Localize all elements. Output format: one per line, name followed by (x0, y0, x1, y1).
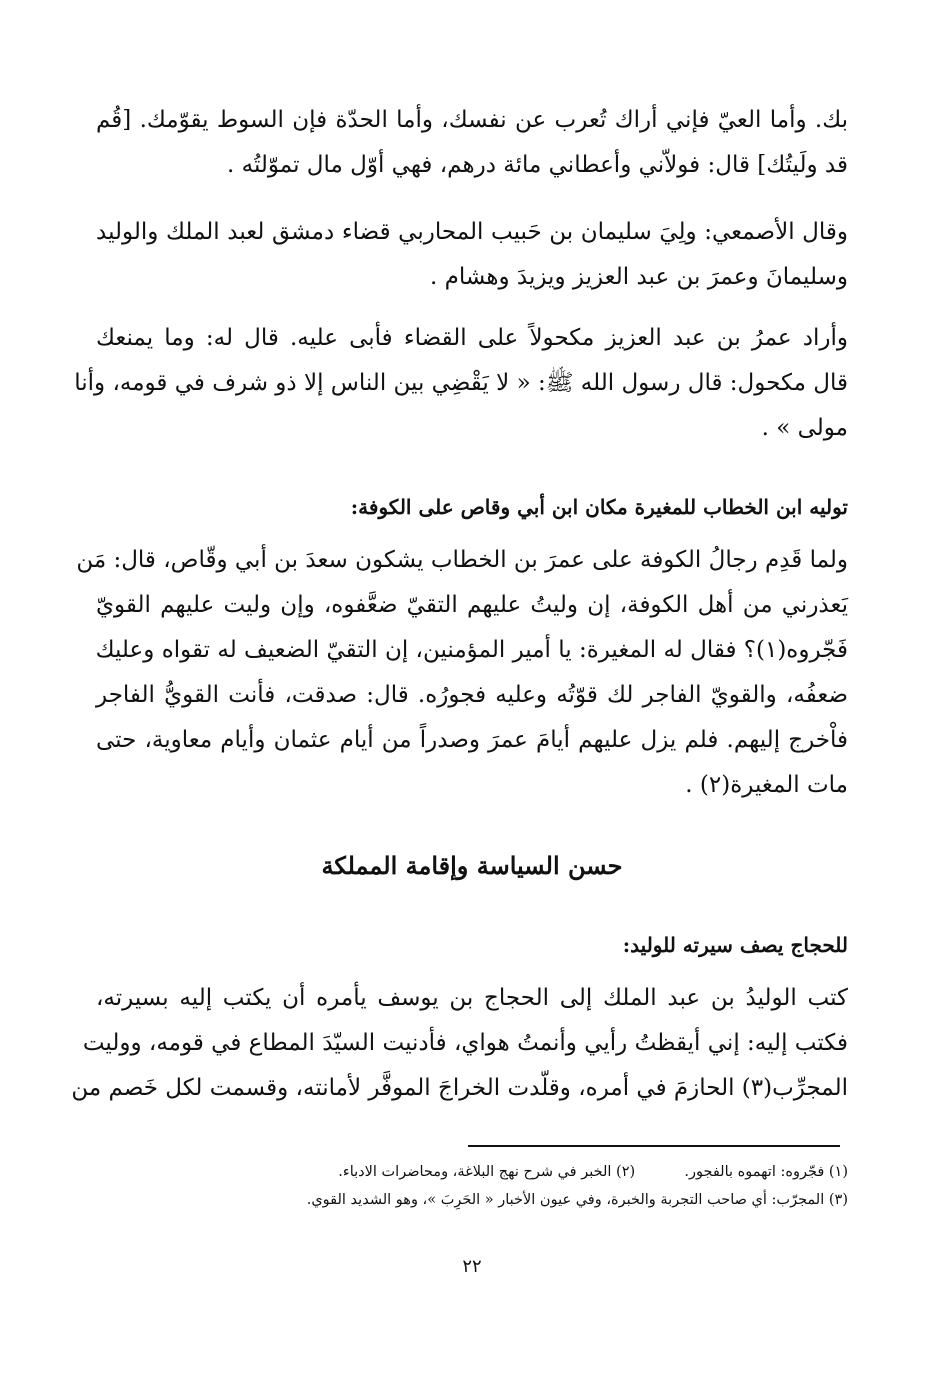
text-line: فكتب إليه: إني أيقظتُ رأيي وأنمتُ هواي، فأدنيت السيّدَ المطاع في قومه، ووليت (82, 1030, 848, 1056)
footnote-line (96, 1158, 848, 1186)
footnote-3: (٣) المجرّب: أي صاحب التجربة والخبرة، وفي عيون الأخبار « الحَرِبَ »، وهو الشديد القوي. (306, 1192, 848, 1208)
paragraph-4 (76, 538, 848, 808)
footnotes (96, 1158, 848, 1214)
text-line: بك. وأما العيّ فإني أراك تُعرب عن نفسك، وأما الحدّة فإن السوط يقوّمك. [قُم (96, 107, 848, 133)
text-line: وسليمانَ وعمرَ بن عبد العزيز ويزيدَ وهشام . (429, 264, 848, 290)
paragraph-1 (96, 98, 848, 188)
text-line: فَجّروه(١)؟ فقال له المغيرة: يا أمير المؤمنين، إن التقيّ الضعيف له تقواه وعليك (95, 637, 848, 663)
text-line: ولما قَدِم رجالُ الكوفة على عمرَ بن الخطاب يشكون سعدَ بن أبي وقّاص، قال: مَن (76, 547, 848, 573)
text-line: وقال الأصمعي: ولِيَ سليمان بن حَبيب المحاربي قضاء دمشق لعبد الملك والوليد (96, 219, 848, 245)
footnote-1: (١) فجّروه: اتهموه بالفجور. (684, 1164, 848, 1180)
section-title: حسن السياسة وإقامة المملكة (321, 851, 623, 880)
text-line: مولى » . (761, 415, 848, 441)
text-line: قد ولَيتُك] قال: فولاّني وأعطاني مائة درهم، فهي أوّل مال تموّلتُه . (227, 152, 848, 178)
text-line: قال مكحول: قال رسول الله ﷺ: « لا يَقْضِي بين الناس إلا ذو شرف في قومه، وأنا (74, 370, 848, 396)
page-number: ٢٢ (462, 1256, 482, 1277)
paragraph-5 (71, 976, 848, 1111)
text-line: فاْخرج إليهم. فلم يزل عليهم أيامَ عمرَ وصدراً من أيام عثمان وأيام معاوية، حتى (96, 727, 848, 753)
text-line: يَعذرني من أهل الكوفة، إن وليتُ عليهم التقيّ ضعَّفوه، وإن وليت عليهم القويّ (96, 592, 848, 618)
footnote-line (96, 1186, 848, 1214)
text-line: المجرِّب(٣) الحازمَ في أمره، وقلّدت الخراجَ الموفَّر لأمانته، وقسمت لكل خَصم من (71, 1075, 848, 1101)
text-line: كتب الوليدُ بن عبد الملك إلى الحجاج بن يوسف يأمره أن يكتب إليه بسيرته، (96, 985, 848, 1011)
footnote-divider (468, 1145, 840, 1147)
footnote-2: (٢) الخبر في شرح نهج البلاغة، ومحاضرات الادباء. (338, 1164, 636, 1180)
paragraph-2 (96, 210, 848, 300)
text-line: مات المغيرة(٢) . (685, 772, 848, 798)
subheading-mughira: توليه ابن الخطاب للمغيرة مكان ابن أبي وقاص على الكوفة: (350, 495, 848, 519)
text-line: ضعفُه، والقويّ الفاجر لك قوّتُه وعليه فجورُه. قال: صدقت، فأنت القويُّ الفاجر (96, 682, 848, 708)
text-line: وأراد عمرُ بن عبد العزيز مكحولاً على القضاء فأبى عليه. قال له: وما يمنعك (96, 325, 848, 351)
subheading-hajjaj: للحجاج يصف سيرته للوليد: (622, 933, 848, 957)
paragraph-3 (74, 316, 848, 451)
